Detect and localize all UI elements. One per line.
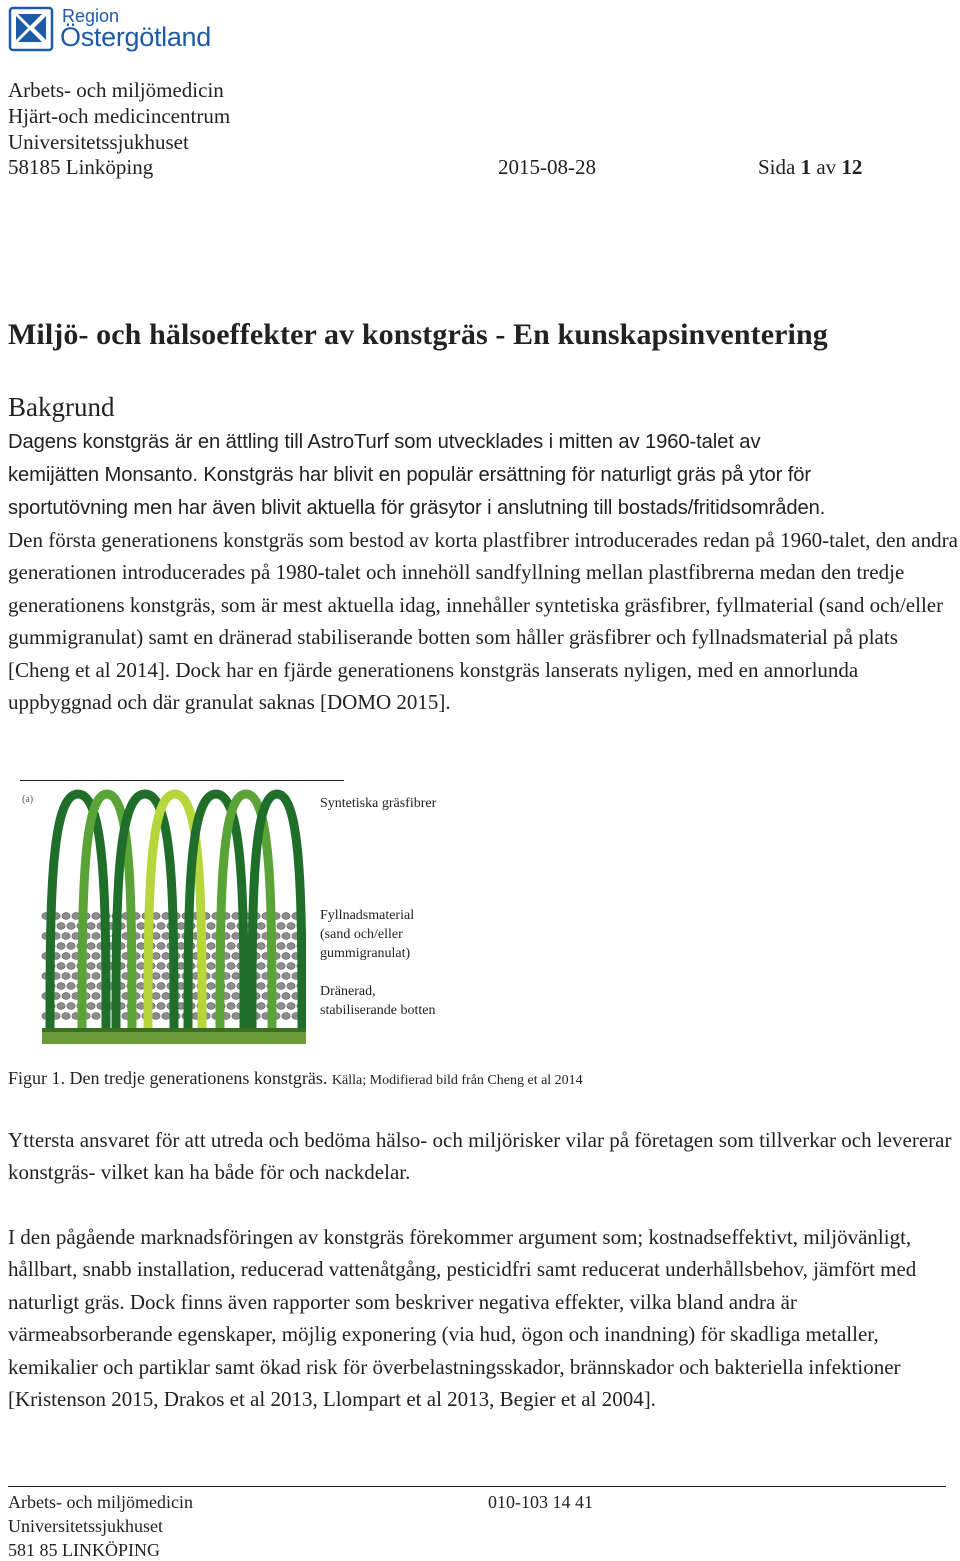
- granule: [62, 973, 70, 980]
- granule: [162, 993, 170, 1000]
- granule: [62, 913, 70, 920]
- header-org: Arbets- och miljömedicin: [8, 78, 224, 102]
- granule: [257, 923, 265, 930]
- document-title: Miljö- och hälsoeffekter av konstgräs - En kunskapsinventering: [8, 318, 828, 351]
- granule: [282, 993, 290, 1000]
- page-total: 12: [841, 155, 863, 179]
- granule: [87, 1003, 95, 1010]
- granule: [257, 963, 265, 970]
- granule: [257, 1003, 265, 1010]
- granule: [162, 973, 170, 980]
- granule: [232, 973, 240, 980]
- figure-corner-label: (a): [22, 794, 34, 805]
- label-infill-line: (sand och/eller: [320, 927, 403, 942]
- granule: [62, 953, 70, 960]
- drained-base-layer: [42, 1032, 306, 1044]
- granule: [67, 923, 75, 930]
- granule: [152, 993, 160, 1000]
- granule: [287, 943, 295, 950]
- header-hospital: Universitetssjukhuset: [8, 130, 189, 154]
- granule: [157, 923, 165, 930]
- header-date: 2015-08-28: [498, 155, 596, 179]
- label-infill: [320, 906, 414, 963]
- page-of: av: [816, 155, 837, 179]
- granule: [87, 943, 95, 950]
- granule: [67, 943, 75, 950]
- section-heading: Bakgrund: [8, 392, 115, 422]
- granule: [62, 1013, 70, 1020]
- paragraph-generations: Den första generationens konstgräs som bestod av korta plastfibrer introducerades redan på 1960-talet, den andra generationen introducerades på 1980-talet och innehöll sandfyllning mellan plastfibrerna medan den tredje generationens konstgräs, som är mest aktuella idag, innehåller syntetiska gräsfibrer, fyllmaterial (sand och/eller gummigranulat) samt en dränerad stabiliserande botten som håller gräsfibrer och fyllnadsmaterial på plats [Cheng et al 2014]. Dock har en fjärde generationens konstgräs lanserats nyligen, med en annorlunda uppbyggnad och där granulat saknas [DOMO 2015].: [8, 528, 958, 715]
- granule: [287, 983, 295, 990]
- granule: [92, 1013, 100, 1020]
- footer-phone: 010-103 14 41: [488, 1492, 593, 1512]
- page-indicator: [758, 155, 862, 180]
- granule: [177, 943, 185, 950]
- granule: [162, 1013, 170, 1020]
- granule: [62, 993, 70, 1000]
- artificial-turf-diagram: [20, 788, 306, 1046]
- granule: [87, 963, 95, 970]
- granule: [282, 1013, 290, 1020]
- granule: [92, 953, 100, 960]
- figure-top-rule: [20, 780, 344, 781]
- paragraph-marketing: I den pågående marknadsföringen av konstgräs förekommer argument som; kostnadseffektivt, miljövänligt, hållbart, snabb installation, reducerad vattenåtgång, pesticidfri samt reducerat underhållsbehov, jämfört med naturligt gräs. Dock finns även rapporter som beskriver negativa effekter, vilka bland andra är värmeabsorberande egenskaper, möjlig exponering (via hud, ögon och inandning) för skadliga metaller, kemikalier och partiklar samt ökad risk för överbelastningsskador, brännskador och bakteriella infektioner [Kristenson 2015, Drakos et al 2013, Llompart et al 2013, Begier et al 2004].: [8, 1225, 917, 1412]
- label-infill-line: Fyllnadsmaterial: [320, 908, 415, 923]
- granule: [277, 1003, 285, 1010]
- granule: [177, 923, 185, 930]
- logo-text-ostergotland: Östergötland: [60, 22, 211, 52]
- granule: [207, 943, 215, 950]
- granule: [232, 1013, 240, 1020]
- granule: [227, 943, 235, 950]
- granule: [282, 933, 290, 940]
- granule: [282, 973, 290, 980]
- granule: [87, 983, 95, 990]
- intro-line: sportutövning men har även blivit aktuella för gräsytor i anslutning till bostads/fritidsområden.: [8, 497, 826, 519]
- granule: [137, 943, 145, 950]
- granule: [157, 983, 165, 990]
- granule: [67, 963, 75, 970]
- granule: [207, 963, 215, 970]
- granule: [227, 983, 235, 990]
- granule: [287, 1003, 295, 1010]
- region-logo-icon: [10, 8, 52, 50]
- label-base-line: stabiliserande botten: [320, 1003, 436, 1018]
- granule: [282, 953, 290, 960]
- footer-org: Arbets- och miljömedicin: [8, 1492, 193, 1512]
- label-drained-base: [320, 982, 435, 1020]
- intro-text: [8, 426, 960, 525]
- granule: [162, 953, 170, 960]
- granule: [232, 993, 240, 1000]
- granule: [227, 923, 235, 930]
- granule: [152, 953, 160, 960]
- granule: [57, 963, 65, 970]
- granule: [92, 933, 100, 940]
- label-infill-line: gummigranulat): [320, 946, 411, 961]
- granule: [207, 983, 215, 990]
- caption-source: Källa; Modifierad bild från Cheng et al 2014: [331, 1073, 583, 1088]
- granule: [67, 983, 75, 990]
- paragraph-responsibility: Yttersta ansvaret för att utreda och bedöma hälso- och miljörisker vilar på företagen som tillverkar och levererar konstgräs- vilket kan ha både för och nackdelar.: [8, 1128, 952, 1185]
- granule: [257, 983, 265, 990]
- label-synthetic-fibers: Syntetiska gräsfibrer: [320, 796, 437, 811]
- granule: [137, 923, 145, 930]
- granule: [157, 943, 165, 950]
- granule: [62, 933, 70, 940]
- intro-line: kemijätten Monsanto. Konstgräs har blivit en populär ersättning för naturligt gräs på ytor för: [8, 464, 812, 486]
- figure-caption: [8, 1068, 583, 1089]
- logo-text-region: Region: [62, 6, 120, 26]
- granule: [227, 1003, 235, 1010]
- label-base-line: Dränerad,: [320, 984, 376, 999]
- granule: [227, 963, 235, 970]
- granule: [277, 923, 285, 930]
- granule: [57, 983, 65, 990]
- page-label: Sida: [758, 155, 796, 179]
- granule: [57, 1003, 65, 1010]
- granule: [92, 993, 100, 1000]
- granule: [157, 963, 165, 970]
- granule: [282, 913, 290, 920]
- granule: [277, 943, 285, 950]
- footer-rule: [8, 1486, 946, 1487]
- granule: [287, 963, 295, 970]
- header-city: 58185 Linköping: [8, 155, 154, 179]
- footer-address: 581 85 LINKÖPING: [8, 1540, 160, 1560]
- granule: [277, 983, 285, 990]
- caption-text: Figur 1. Den tredje generationens konstgräs.: [8, 1068, 328, 1088]
- granule: [67, 1003, 75, 1010]
- granule: [287, 923, 295, 930]
- granule: [257, 943, 265, 950]
- granule: [152, 1013, 160, 1020]
- granule: [157, 1003, 165, 1010]
- granule: [87, 923, 95, 930]
- granule: [232, 953, 240, 960]
- granule: [207, 1003, 215, 1010]
- granule: [92, 973, 100, 980]
- footer-hospital: Universitetssjukhuset: [8, 1516, 163, 1536]
- granule: [57, 923, 65, 930]
- granule: [207, 923, 215, 930]
- granule: [57, 943, 65, 950]
- intro-line: Dagens konstgräs är en ättling till AstroTurf som utvecklades i mitten av 1960-talet av: [8, 431, 761, 453]
- granule: [152, 973, 160, 980]
- granule: [92, 913, 100, 920]
- granule: [277, 963, 285, 970]
- header-center: Hjärt-och medicincentrum: [8, 104, 231, 128]
- page-current: 1: [800, 155, 812, 179]
